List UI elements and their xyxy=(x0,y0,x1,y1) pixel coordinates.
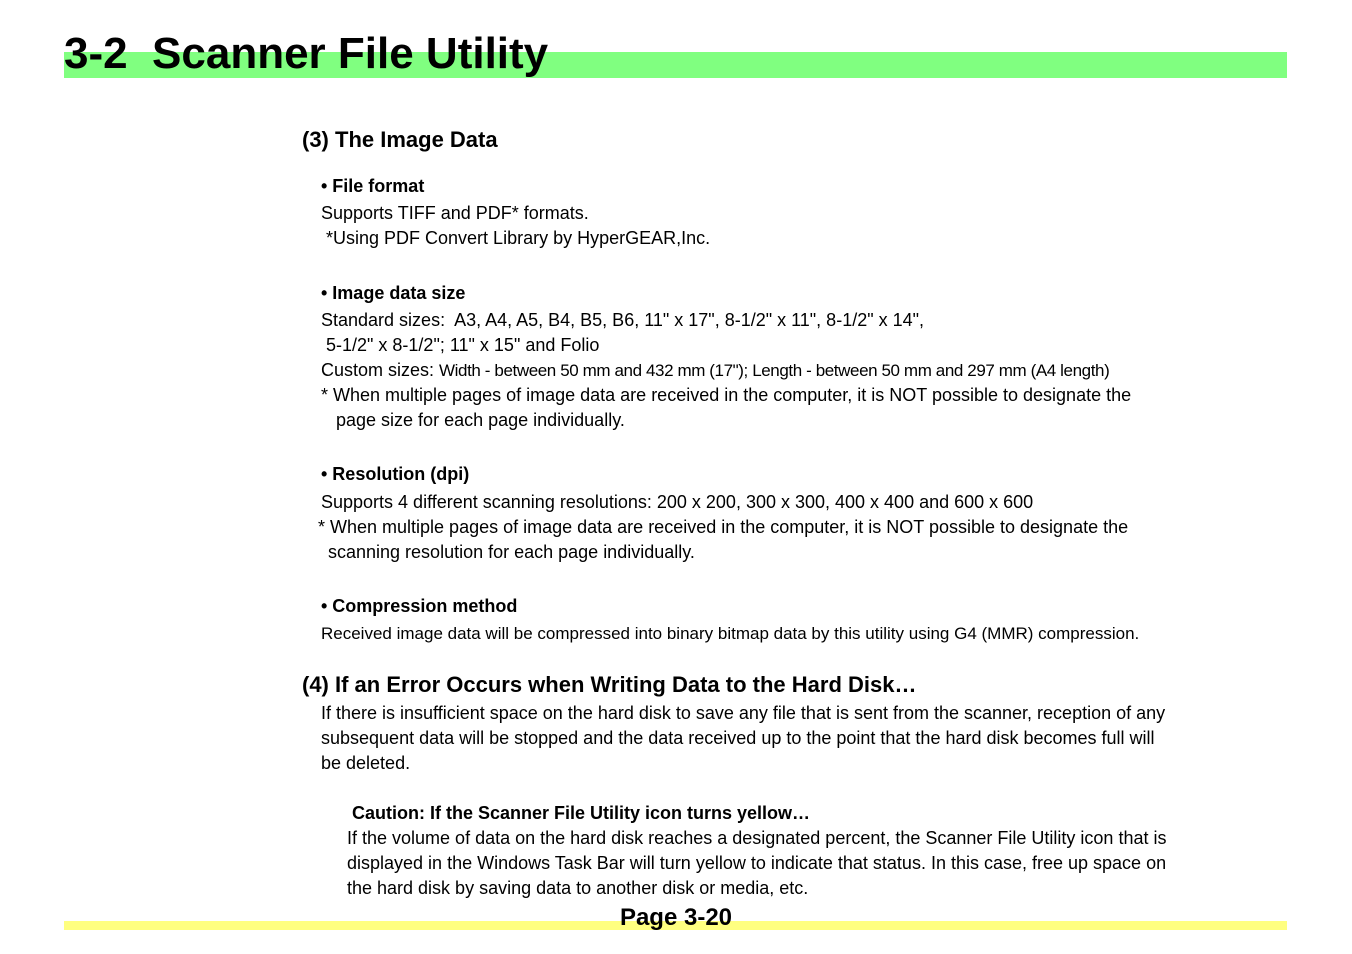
custom-sizes-line xyxy=(321,358,1109,383)
image-size-line-2: 5-1/2" x 8-1/2"; 11" x 15" and Folio xyxy=(321,335,600,355)
caution-line-3: the hard disk by saving data to another disk or media, etc. xyxy=(347,878,809,898)
caution-line-1: If the volume of data on the hard disk reaches a designated percent, the Scanner File Utility icon that is xyxy=(347,828,1167,848)
custom-sizes-value: Width - between 50 mm and 432 mm (17"); Length - between 50 mm and 297 mm (A4 length) xyxy=(439,361,1110,380)
caution-line-2: displayed in the Windows Task Bar will turn yellow to indicate that status. In this case, free up space on xyxy=(347,853,1167,873)
resolution-line-1: Supports 4 different scanning resolutions: 200 x 200, 300 x 300, 400 x 400 and 600 x 600 xyxy=(321,492,1034,512)
file-format-line-2: *Using PDF Convert Library by HyperGEAR,Inc. xyxy=(321,228,711,248)
image-size-note-2: page size for each page individually. xyxy=(321,410,625,430)
resolution-note-2: scanning resolution for each page individually. xyxy=(318,542,695,562)
section-4-line-3: be deleted. xyxy=(321,753,411,773)
page-number: Page 3-20 xyxy=(619,904,733,931)
caution-heading: Caution: If the Scanner File Utility icon turns yellow… xyxy=(347,803,811,823)
resolution-heading: • Resolution (dpi) xyxy=(321,464,470,484)
custom-sizes-label: Custom sizes: xyxy=(321,360,440,380)
compression-heading: • Compression method xyxy=(321,596,518,616)
file-format-heading: • File format xyxy=(321,176,425,196)
resolution-note-1: * When multiple pages of image data are received in the computer, it is NOT possible to designate the xyxy=(318,517,1129,537)
image-size-line-1: Standard sizes: A3, A4, A5, B4, B5, B6, 11" x 17", 8-1/2" x 11", 8-1/2" x 14", xyxy=(321,310,925,330)
section-3-heading: (3) The Image Data xyxy=(302,127,498,152)
image-size-heading: • Image data size xyxy=(321,283,466,303)
file-format-line-1: Supports TIFF and PDF* formats. xyxy=(321,203,589,223)
section-4-line-2: subsequent data will be stopped and the data received up to the point that the hard disk becomes full will xyxy=(321,728,1155,748)
section-4-line-1: If there is insufficient space on the hard disk to save any file that is sent from the scanner, reception of any xyxy=(321,703,1166,723)
compression-line-1: Received image data will be compressed into binary bitmap data by this utility using G4 (MMR) compression. xyxy=(321,624,1140,643)
image-size-note-1: * When multiple pages of image data are received in the computer, it is NOT possible to designate the xyxy=(321,385,1132,405)
page-title: 3-2 Scanner File Utility xyxy=(64,29,549,78)
section-4-heading: (4) If an Error Occurs when Writing Data to the Hard Disk… xyxy=(302,672,917,697)
